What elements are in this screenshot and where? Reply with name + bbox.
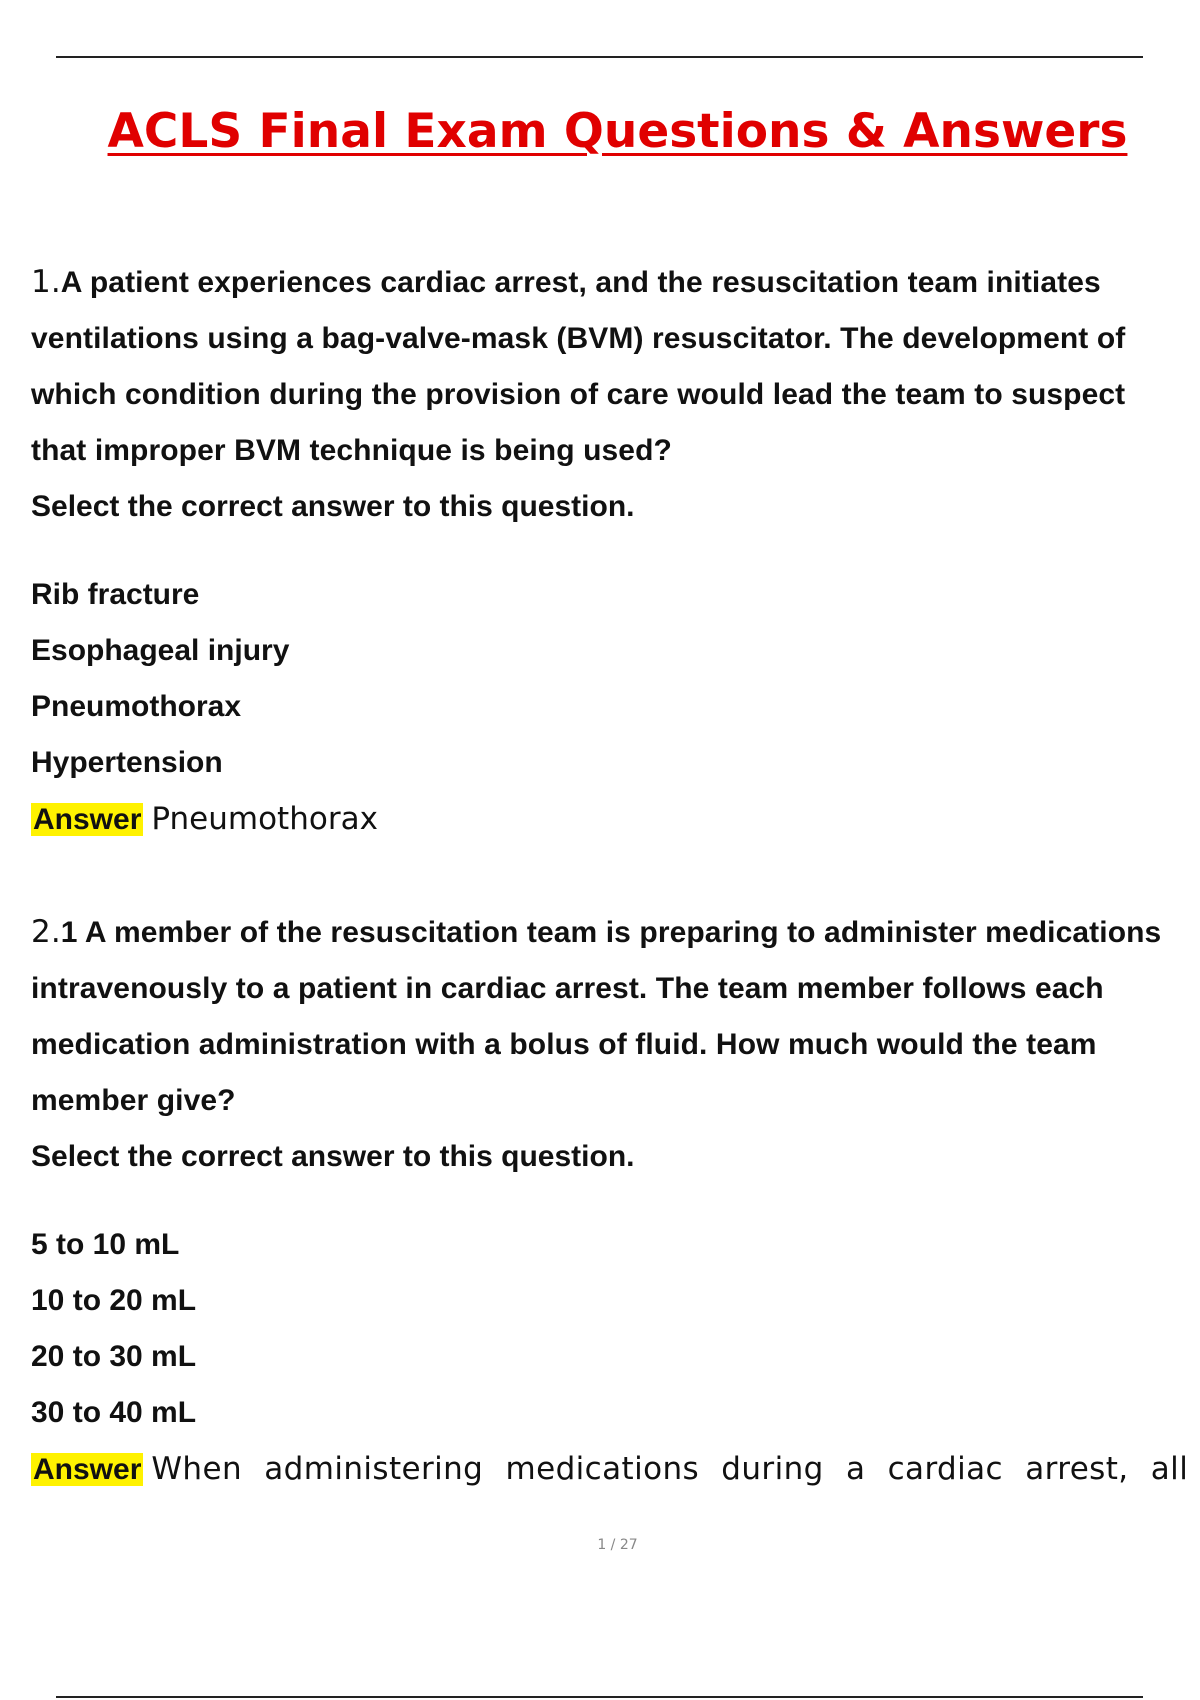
question-stem [31, 904, 1181, 1129]
page-number: 1 / 27 [597, 1537, 638, 1553]
option-item: Rib fracture [31, 578, 200, 611]
answer-text: Pneumothorax [151, 801, 378, 837]
answer-row [31, 1441, 1189, 1498]
question-text: 1 A member of the resuscitation team is preparing to administer medications intravenously to a patient in cardiac arrest. The team member follows each medication administration with a bolus of fluid. How much would the team member give? [31, 916, 1162, 1117]
option-item: 5 to 10 mL [31, 1228, 180, 1261]
option-item: Hypertension [31, 746, 223, 779]
option-item: 30 to 40 mL [31, 1396, 197, 1429]
question-instruction: Select the correct answer to this question. [31, 490, 635, 523]
question-2 [31, 904, 1189, 1498]
option-item: 20 to 30 mL [31, 1340, 197, 1373]
question-number: 2. [31, 914, 61, 950]
question-number: 1. [31, 264, 61, 300]
question-text: A patient experiences cardiac arrest, and the resuscitation team initiates ventilations using a bag-valve-mask (BVM) resuscitator. The development of which condition during the provision of care would lead the team to suspect that improper BVM technique is being used? [31, 266, 1126, 467]
option-list [31, 1217, 1181, 1441]
answer-label: Answer [33, 1453, 142, 1486]
header-rule [56, 56, 1143, 58]
footer-rule [56, 1696, 1143, 1698]
question-1 [31, 254, 1181, 848]
answer-text: When administering medications during a cardiac arrest, all [151, 1451, 1189, 1487]
question-stem [31, 254, 1181, 479]
option-item: Pneumothorax [31, 690, 242, 723]
page-title: ACLS Final Exam Questions & Answers [107, 104, 1128, 159]
question-instruction: Select the correct answer to this question. [31, 1140, 635, 1173]
answer-label: Answer [33, 803, 142, 836]
option-list [31, 567, 1181, 791]
option-item: 10 to 20 mL [31, 1284, 197, 1317]
answer-row [31, 791, 1181, 848]
option-item: Esophageal injury [31, 634, 290, 667]
